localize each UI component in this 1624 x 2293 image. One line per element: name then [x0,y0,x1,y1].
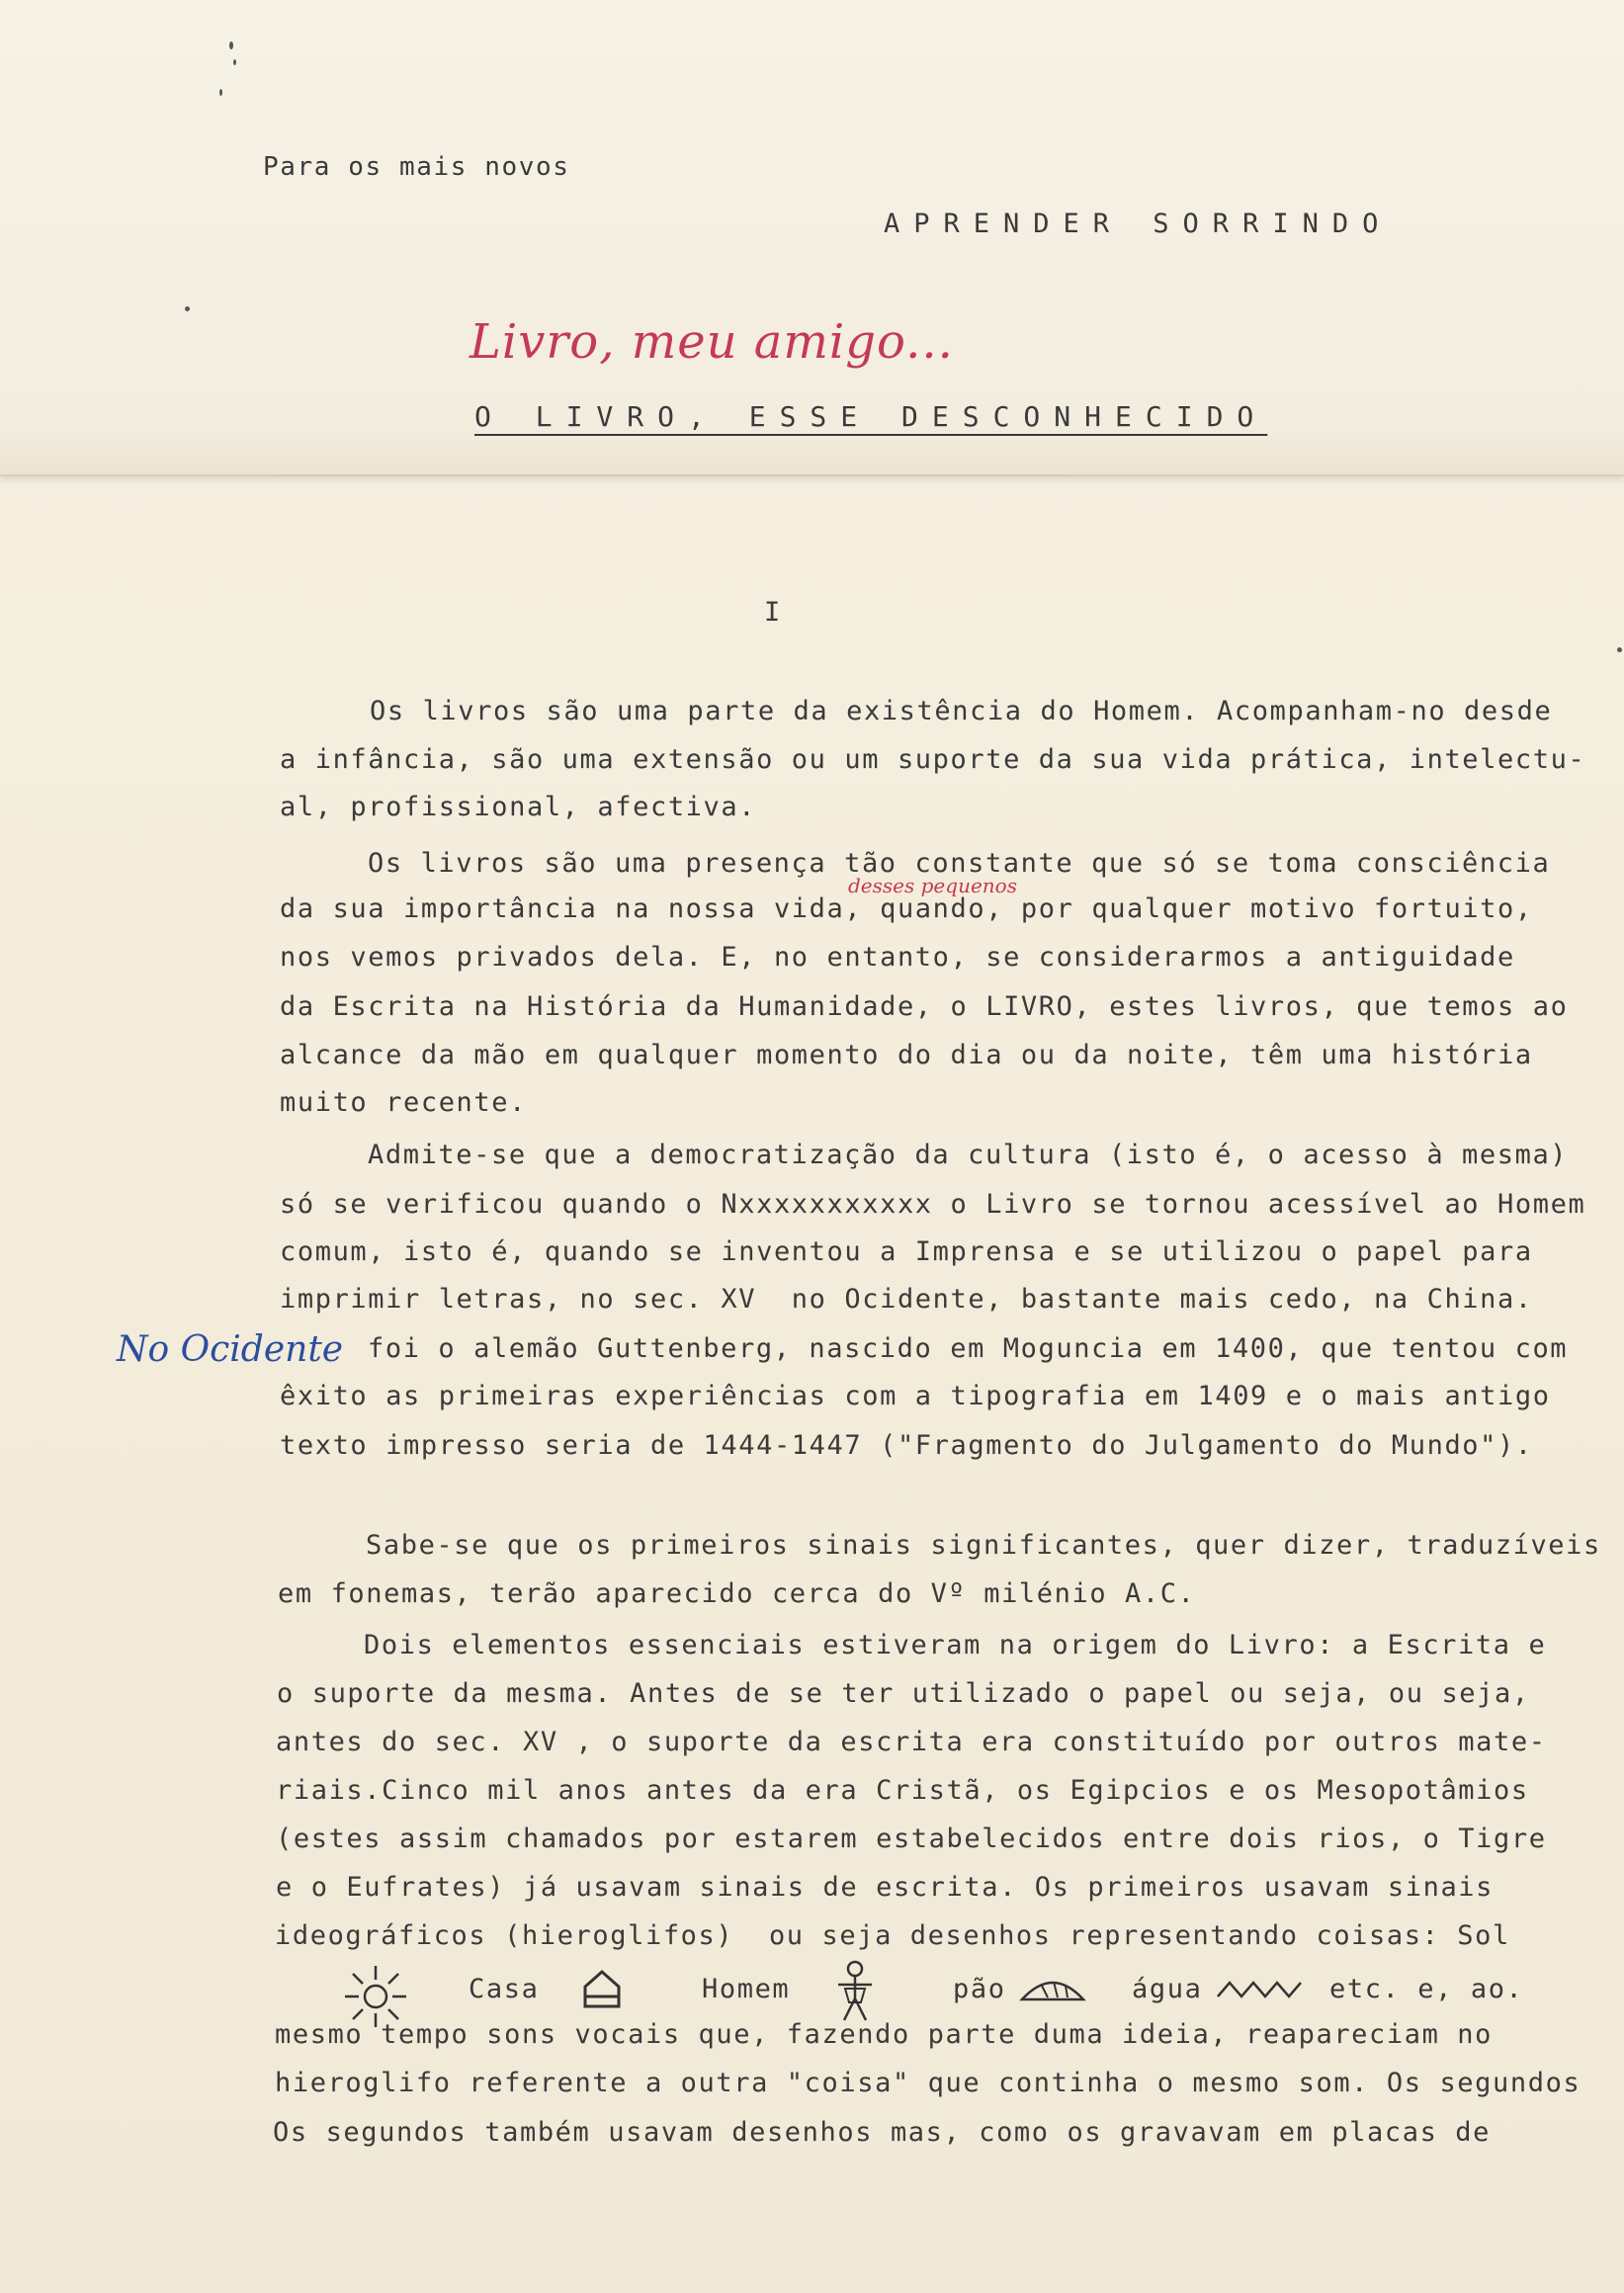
text-line: o suporte da mesma. Antes de se ter utilizado o papel ou seja, ou seja, [277,1678,1530,1709]
text-line: ideográficos (hieroglifos) ou seja desenhos representando coisas: Sol [275,1920,1510,1951]
text-line: Os segundos também usavam desenhos mas, como os gravavam em placas de [273,2117,1492,2148]
header-right: APRENDER SORRINDO [884,209,1393,239]
text-line: muito recente. [280,1087,527,1118]
text-line: al, profissional, afectiva. [280,792,757,822]
text-line: em fonemas, terão aparecido cerca do Vº milénio A.C. [278,1578,1196,1609]
text-line: êxito as primeiras experiências com a tipografia em 1409 e o mais antigo [280,1381,1551,1411]
text-line: Sabe-se que os primeiros sinais significantes, quer dizer, traduzíveis [366,1530,1601,1561]
text-line: mesmo tempo sons vocais que, fazendo parte duma ideia, reapareciam no [275,2019,1494,2050]
text-line: e o Eufrates) já usavam sinais de escrita. Os primeiros usavam sinais [276,1872,1495,1903]
glyph-label-etc: etc. e, ao. [1329,1974,1524,2004]
glyph-label-pao: pão [953,1974,1006,2004]
text-line: nos vemos privados dela. E, no entanto, se considerarmos a antiguidade [280,942,1515,973]
text-line: imprimir letras, no sec. XV no Ocidente, bastante mais cedo, na China. [280,1284,1533,1315]
glyph-label-casa: Casa [469,1974,540,2004]
handwritten-title: Livro, meu amigo... [470,314,954,370]
text-line: Admite-se que a democratização da cultura (isto é, o acesso à mesma) [368,1140,1569,1170]
house-glyph-icon [579,1967,625,2016]
text-line: Os livros são uma parte da existência do Homem. Acompanham-no desde [370,696,1553,726]
glyph-label-homem: Homem [702,1974,791,2004]
water-glyph-icon [1216,1977,1307,2006]
red-correction-note: desses pequenos [848,874,1017,897]
text-line: da Escrita na História da Humanidade, o LIVRO, estes livros, que temos ao [280,991,1569,1022]
text-line: alcance da mão em qualquer momento do dia ou da noite, têm uma história [280,1040,1533,1070]
text-line: da sua importância na nossa vida, quando, por qualquer motivo fortuito, [280,893,1533,924]
text-line: (estes assim chamados por estarem estabelecidos entre dois rios, o Tigre [276,1824,1547,1854]
man-glyph-icon [830,1959,880,2028]
text-line: foi o alemão Guttenberg, nascido em Moguncia em 1400, que tentou com [368,1333,1569,1364]
text-line: comum, isto é, quando se inventou a Imprensa e se utilizou o papel para [280,1236,1533,1267]
glyph-label-agua: água [1132,1974,1203,2004]
margin-note: No Ocidente [117,1329,344,1370]
text-line: texto impresso seria de 1444-1447 ("Fragmento do Julgamento do Mundo"). [280,1430,1533,1461]
text-line: Dois elementos essenciais estiveram na origem do Livro: a Escrita e [364,1630,1547,1660]
section-number: I [764,597,782,628]
text-line: antes do sec. XV , o suporte da escrita era constituído por outros mate- [276,1727,1547,1757]
text-line: a infância, são uma extensão ou um suporte da sua vida prática, intelectu- [280,744,1586,775]
ghost-imprint [277,445,1068,475]
text-line: só se verificou quando o Nxxxxxxxxxxx o Livro se tornou acessível ao Homem [280,1189,1586,1220]
text-line: hieroglifo referente a outra "coisa" que continha o mesmo som. Os segundos [275,2068,1581,2098]
text-line: Os livros são uma presença tão constante que só se toma consciência [368,848,1551,879]
text-line: riais.Cinco mil anos antes da era Cristã, os Egipcios e os Mesopotâmios [276,1775,1529,1806]
header-left: Para os mais novos [263,152,570,182]
bread-glyph-icon [1018,1972,1087,2009]
document-title: O LIVRO, ESSE DESCONHECIDO [474,400,1268,433]
